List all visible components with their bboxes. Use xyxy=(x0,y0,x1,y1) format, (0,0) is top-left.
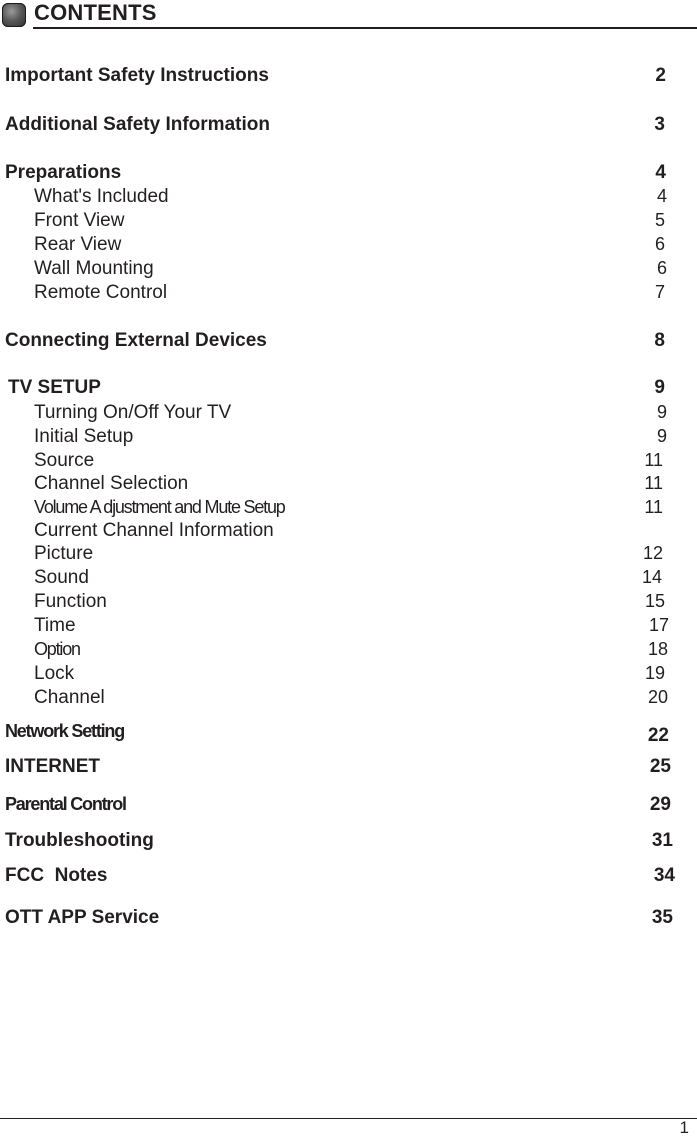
toc-entry-remote-control[interactable] xyxy=(0,282,697,306)
toc-entry-source[interactable] xyxy=(0,450,697,474)
toc-page: 14 xyxy=(641,567,662,587)
toc-entry-front-view[interactable] xyxy=(0,210,697,234)
page-header xyxy=(0,0,697,32)
toc-entry-fcc-notes[interactable] xyxy=(0,865,697,889)
toc-entry-channel[interactable] xyxy=(0,687,697,711)
toc-label: Volume A djustment and Mute Setup xyxy=(34,497,285,517)
toc-entry-lock[interactable] xyxy=(0,663,697,687)
toc-label: Rear View xyxy=(34,234,122,255)
toc-label: Time xyxy=(34,615,76,636)
toc-entry-channel-selection[interactable] xyxy=(0,473,697,497)
toc-page: 19 xyxy=(644,663,665,683)
toc-label: Troubleshooting xyxy=(5,830,154,851)
toc-entry-volume-mute[interactable] xyxy=(0,497,697,521)
toc-entry-ott-app-service[interactable] xyxy=(0,907,697,931)
toc-entry-internet[interactable] xyxy=(0,756,697,780)
toc-page: 6 xyxy=(656,258,667,278)
toc-page: 11 xyxy=(644,497,663,517)
toc-entry-tv-setup[interactable] xyxy=(0,377,697,401)
footer-divider xyxy=(0,1118,697,1119)
toc-label: Channel Selection xyxy=(34,473,189,494)
toc-label: OTT APP Service xyxy=(5,907,160,928)
toc-page: 4 xyxy=(655,162,666,183)
header-divider xyxy=(33,27,697,29)
toc-page: 31 xyxy=(651,830,673,851)
page-number: 1 xyxy=(679,1118,689,1137)
toc-entry-preparations[interactable] xyxy=(0,162,697,186)
toc-page: 9 xyxy=(654,377,665,398)
toc-entry-picture[interactable] xyxy=(0,543,697,567)
toc-label: Front View xyxy=(34,210,125,231)
toc-label: Picture xyxy=(34,543,94,564)
toc-entry-parental-control[interactable] xyxy=(0,794,697,818)
toc-entry-wall-mounting[interactable] xyxy=(0,258,697,282)
toc-page: 29 xyxy=(649,794,671,815)
toc-page: 11 xyxy=(644,450,663,470)
toc-page: 11 xyxy=(644,473,663,493)
toc-page: 35 xyxy=(651,907,673,928)
toc-page: 2 xyxy=(655,65,666,86)
page-title: CONTENTS xyxy=(34,0,157,25)
toc-entry-turning-on-off[interactable] xyxy=(0,402,697,426)
toc-label: What's Included xyxy=(34,186,169,207)
section-bullet-icon xyxy=(2,3,26,27)
toc-page: 5 xyxy=(654,210,665,230)
toc-label: INTERNET xyxy=(5,756,100,777)
toc-label: TV SETUP xyxy=(8,377,101,398)
toc-label: Important Safety Instructions xyxy=(5,65,269,86)
toc-label: Network Setting xyxy=(5,721,125,741)
toc-page: 34 xyxy=(653,865,675,886)
toc-page: 18 xyxy=(647,639,668,659)
toc-page: 12 xyxy=(642,543,663,563)
toc-entry-connecting-devices[interactable] xyxy=(0,330,697,354)
toc-entry-troubleshooting[interactable] xyxy=(0,830,697,854)
toc-page: 7 xyxy=(654,282,665,302)
toc-label: Sound xyxy=(34,567,89,588)
toc-label: Turning On/Off Your TV xyxy=(34,402,232,423)
toc-label: Parental Control xyxy=(5,794,126,814)
toc-page: 8 xyxy=(654,330,665,351)
toc-entry-function[interactable] xyxy=(0,591,697,615)
toc-page: 3 xyxy=(654,114,665,135)
toc-entry-whats-included[interactable] xyxy=(0,186,697,210)
toc-page: 15 xyxy=(644,591,665,611)
toc-page: 6 xyxy=(654,234,665,254)
toc-entry-option[interactable] xyxy=(0,639,697,663)
toc-entry-important-safety[interactable] xyxy=(0,65,697,89)
toc-label: Source xyxy=(34,450,95,471)
toc-page: 4 xyxy=(656,186,667,206)
toc-page: 20 xyxy=(647,687,668,707)
toc-label: Additional Safety Information xyxy=(5,114,270,135)
toc-entry-additional-safety[interactable] xyxy=(0,114,697,138)
toc-label: Function xyxy=(34,591,107,612)
toc-entry-current-channel-info[interactable] xyxy=(0,520,697,544)
toc-entry-initial-setup[interactable] xyxy=(0,426,697,450)
toc-label: Channel xyxy=(34,687,105,708)
toc-entry-rear-view[interactable] xyxy=(0,234,697,258)
toc-label: Connecting External Devices xyxy=(5,330,267,351)
toc-label: Remote Control xyxy=(34,282,168,303)
toc-page: 9 xyxy=(656,426,667,446)
toc-label: Option xyxy=(34,639,80,659)
toc-entry-network-setting[interactable] xyxy=(0,721,697,745)
toc-label: Wall Mounting xyxy=(34,258,154,279)
toc-page: 9 xyxy=(656,402,667,422)
toc-label: Current Channel Information xyxy=(34,520,274,541)
toc-label: Initial Setup xyxy=(34,426,134,447)
toc-entry-time[interactable] xyxy=(0,615,697,639)
toc-page: 22 xyxy=(647,725,669,746)
toc-page: 17 xyxy=(648,615,669,635)
toc-label: Lock xyxy=(34,663,75,684)
toc-label: FCC Notes xyxy=(5,865,108,886)
toc-entry-sound[interactable] xyxy=(0,567,697,591)
toc-label: Preparations xyxy=(5,162,122,183)
toc-page: 25 xyxy=(649,756,671,777)
